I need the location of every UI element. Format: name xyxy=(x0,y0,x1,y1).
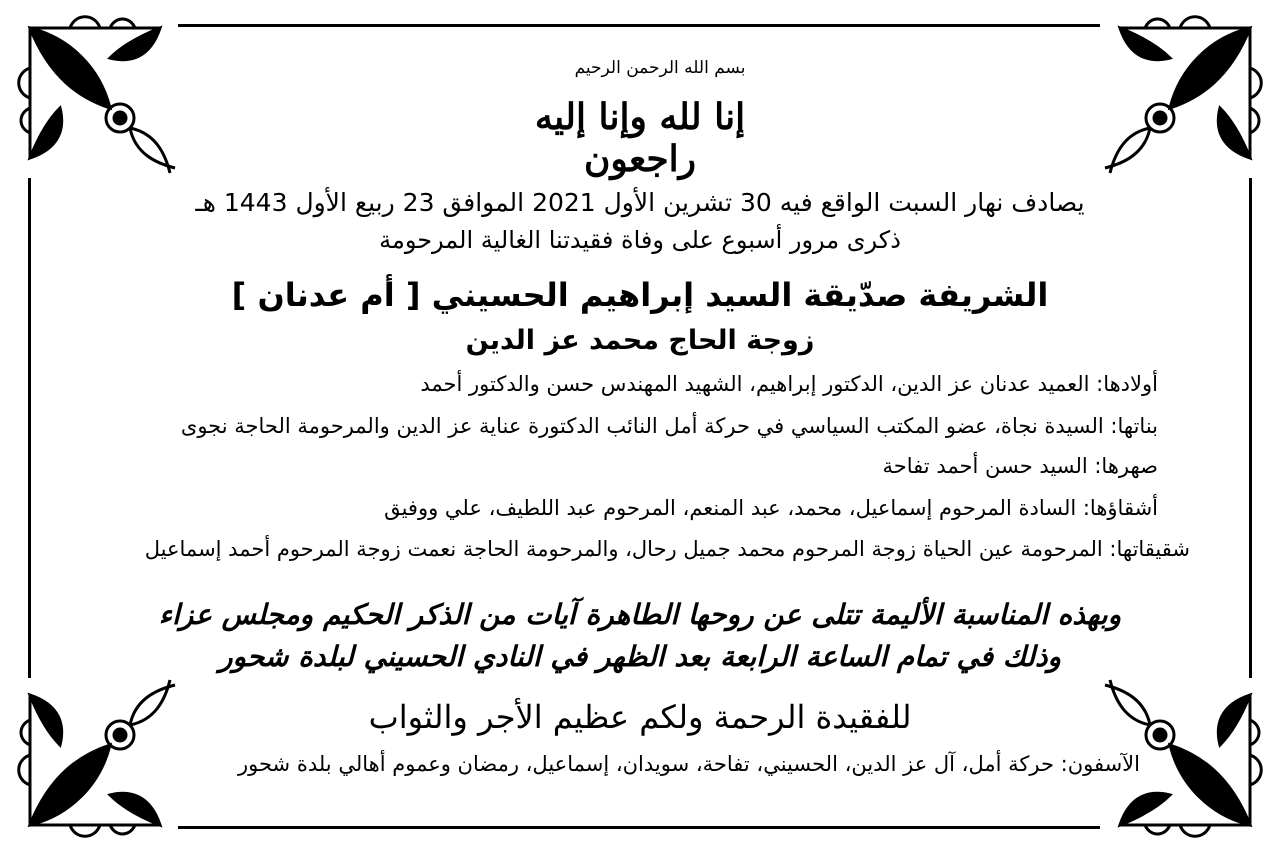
intro-line-1: يصادف نهار السبت الواقع فيه 30 تشرين الأول 2021 الموافق 23 ربيع الأول 1443 هـ xyxy=(195,188,1085,217)
frame-right-line xyxy=(1249,178,1252,678)
ceremony-line-2: وذلك في تمام الساعة الرابعة بعد الظهر في النادي الحسيني لبلدة شحور xyxy=(218,640,1062,673)
corner-ornament-top-right xyxy=(1100,8,1270,178)
mourners-list: الآسفون: حركة أمل، آل عز الدين، الحسيني، تفاحة، سويدان، إسماعيل، رمضان وعموم أهالي بلدة شحور xyxy=(238,752,1140,776)
frame-left-line xyxy=(28,178,31,678)
intro-line-2: ذكرى مرور أسبوع على وفاة فقيدتنا الغالية المرحومة xyxy=(379,226,901,254)
deceased-spouse: زوجة الحاج محمد عز الدين xyxy=(465,325,815,356)
family-son-in-law: صهرها: السيد حسن أحمد تفاحة xyxy=(882,454,1158,478)
corner-ornament-top-left xyxy=(10,8,180,178)
calligraphy-header xyxy=(480,50,800,185)
verse-text: إنا لله وإنا إليه راجعون xyxy=(534,96,746,180)
family-brothers: أشقاؤها: السادة المرحوم إسماعيل، محمد، عبد المنعم، المرحوم عبد اللطيف، علي ووفيق xyxy=(384,496,1158,520)
frame-top-line xyxy=(178,24,1100,27)
family-sons: أولادها: العميد عدنان عز الدين، الدكتور إبراهيم، الشهيد المهندس حسن والدكتور أحمد xyxy=(420,372,1158,396)
floral-ornament-icon xyxy=(10,8,180,178)
frame-bottom-line xyxy=(178,826,1100,829)
family-daughters: بناتها: السيدة نجاة، عضو المكتب السياسي في حركة أمل النائب الدكتورة عناية عز الدين والمرحومة الحاجة نجوى xyxy=(180,414,1158,438)
basmala-text: بسم الله الرحمن الرحيم xyxy=(574,58,746,78)
family-sisters: شقيقاتها: المرحومة عين الحياة زوجة المرحوم محمد جميل رحال، والمرحومة الحاجة نعمت زوجة المرحوم أحمد إسماعيل xyxy=(144,537,1190,561)
deceased-name: الشريفة صدّيقة السيد إبراهيم الحسيني [ أم عدنان ] xyxy=(231,276,1049,314)
ceremony-line-1: وبهذه المناسبة الأليمة تتلى عن روحها الطاهرة آيات من الذكر الحكيم ومجلس عزاء xyxy=(158,598,1122,631)
floral-ornament-icon xyxy=(1100,8,1270,178)
prayer-text: للفقيدة الرحمة ولكم عظيم الأجر والثواب xyxy=(368,698,912,736)
